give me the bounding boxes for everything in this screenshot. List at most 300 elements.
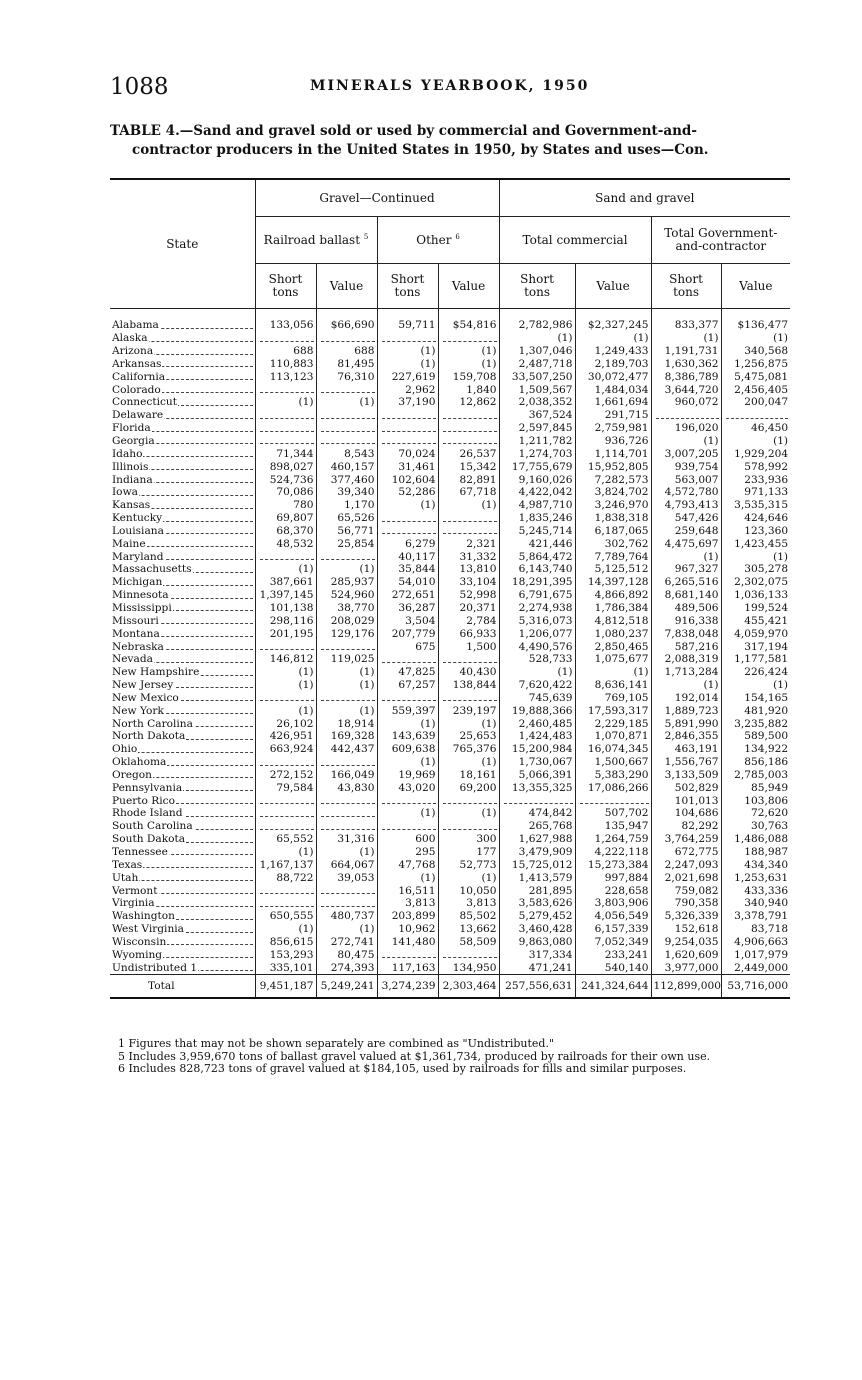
- table-row: [110, 460, 790, 473]
- value-cell: 153,293: [255, 948, 316, 961]
- value-cell: 547,426: [651, 512, 721, 525]
- value-cell: 201,195: [255, 627, 316, 640]
- page-number: 1088: [110, 74, 169, 100]
- value-cell: 154,165: [721, 691, 790, 704]
- value-cell: 1,413,579: [499, 871, 575, 884]
- state-name-cell: [110, 358, 255, 371]
- state-name-cell: [110, 409, 255, 422]
- value-cell: 2,302,075: [721, 576, 790, 589]
- state-name-cell: [110, 948, 255, 961]
- value-cell: 226,424: [721, 666, 790, 679]
- total-value-cell: 53,716,000: [721, 975, 790, 999]
- value-cell: [255, 550, 316, 563]
- value-cell: (1): [438, 717, 499, 730]
- value-cell: [377, 332, 438, 345]
- value-cell: [316, 794, 377, 807]
- value-cell: 5,279,452: [499, 910, 575, 923]
- value-cell: 199,524: [721, 602, 790, 615]
- state-name-cell: [110, 691, 255, 704]
- total-value-cell: 5,249,241: [316, 975, 377, 999]
- state-name-cell: [110, 537, 255, 550]
- value-cell: 8,636,141: [575, 679, 651, 692]
- value-cell: 80,475: [316, 948, 377, 961]
- value-cell: 135,947: [575, 820, 651, 833]
- state-name: Iowa: [112, 486, 138, 499]
- value-cell: 3,504: [377, 614, 438, 627]
- value-cell: $54,816: [438, 309, 499, 332]
- value-cell: [255, 435, 316, 448]
- value-cell: 2,460,485: [499, 717, 575, 730]
- value-cell: 2,449,000: [721, 961, 790, 974]
- table-row: [110, 756, 790, 769]
- value-cell: 110,883: [255, 358, 316, 371]
- table-caption: [110, 122, 790, 160]
- value-cell: (1): [651, 435, 721, 448]
- value-cell: 47,768: [377, 858, 438, 871]
- state-name: Ohio: [112, 743, 138, 756]
- state-name: Washington: [112, 910, 175, 923]
- value-cell: (1): [721, 332, 790, 345]
- value-cell: 239,197: [438, 704, 499, 717]
- state-name: Oregon: [112, 768, 153, 781]
- state-name: Tennessee: [112, 846, 168, 859]
- value-cell: [255, 422, 316, 435]
- value-cell: 1,620,609: [651, 948, 721, 961]
- value-cell: 143,639: [377, 730, 438, 743]
- value-cell: 48,532: [255, 537, 316, 550]
- value-cell: 688: [255, 345, 316, 358]
- value-cell: 291,715: [575, 409, 651, 422]
- value-cell: 18,161: [438, 769, 499, 782]
- value-cell: 30,763: [721, 820, 790, 833]
- value-cell: 780: [255, 499, 316, 512]
- value-cell: (1): [316, 923, 377, 936]
- value-cell: 2,785,003: [721, 769, 790, 782]
- value-cell: 15,273,384: [575, 858, 651, 871]
- value-cell: (1): [377, 756, 438, 769]
- value-cell: (1): [575, 666, 651, 679]
- value-cell: 3,378,791: [721, 910, 790, 923]
- value-cell: 300: [438, 833, 499, 846]
- value-cell: 166,049: [316, 769, 377, 782]
- value-cell: 65,552: [255, 833, 316, 846]
- state-name: Nevada: [112, 653, 153, 666]
- value-cell: 3,235,882: [721, 717, 790, 730]
- value-cell: [438, 948, 499, 961]
- state-name: Montana: [112, 627, 160, 640]
- value-cell: 13,662: [438, 923, 499, 936]
- value-cell: 4,812,518: [575, 614, 651, 627]
- value-cell: 471,241: [499, 961, 575, 974]
- value-cell: 47,825: [377, 666, 438, 679]
- state-name-cell: [110, 730, 255, 743]
- state-name-cell: [110, 936, 255, 949]
- value-cell: [377, 435, 438, 448]
- table-row: [110, 730, 790, 743]
- value-cell: 7,052,349: [575, 936, 651, 949]
- table-row: [110, 897, 790, 910]
- state-name: Pennsylvania: [112, 781, 183, 794]
- value-cell: 474,842: [499, 807, 575, 820]
- table-row: [110, 871, 790, 884]
- table-row: [110, 807, 790, 820]
- value-cell: 85,502: [438, 910, 499, 923]
- value-cell: 463,191: [651, 743, 721, 756]
- table-row: [110, 717, 790, 730]
- value-cell: 589,500: [721, 730, 790, 743]
- state-name: Wyoming: [112, 948, 163, 961]
- value-cell: 6,265,516: [651, 576, 721, 589]
- value-cell: 426,951: [255, 730, 316, 743]
- value-cell: [377, 948, 438, 961]
- value-cell: [316, 820, 377, 833]
- short-tons-header: [651, 264, 721, 309]
- value-cell: [316, 383, 377, 396]
- value-cell: 265,768: [499, 820, 575, 833]
- value-cell: 113,123: [255, 370, 316, 383]
- state-header: State: [110, 179, 255, 309]
- value-cell: 540,140: [575, 961, 651, 974]
- value-cell: 8,386,789: [651, 370, 721, 383]
- state-name-cell: [110, 679, 255, 692]
- value-cell: [438, 525, 499, 538]
- value-cell: [316, 691, 377, 704]
- value-cell: [377, 512, 438, 525]
- value-cell: 70,024: [377, 447, 438, 460]
- value-cell: 6,143,740: [499, 563, 575, 576]
- value-cell: 54,010: [377, 576, 438, 589]
- value-cell: 5,383,290: [575, 769, 651, 782]
- value-cell: [316, 640, 377, 653]
- state-name-cell: [110, 447, 255, 460]
- value-cell: 272,651: [377, 589, 438, 602]
- value-cell: 2,456,405: [721, 383, 790, 396]
- footnote: 1 Figures that may not be shown separately are combined as "Undistributed.": [118, 1037, 555, 1050]
- value-cell: 7,838,048: [651, 627, 721, 640]
- state-name: New Mexico: [112, 691, 179, 704]
- value-cell: 1,177,581: [721, 653, 790, 666]
- value-cell: 66,933: [438, 627, 499, 640]
- value-cell: 480,737: [316, 910, 377, 923]
- value-cell: 5,316,073: [499, 614, 575, 627]
- value-cell: (1): [721, 679, 790, 692]
- value-cell: (1): [255, 679, 316, 692]
- value-cell: 169,328: [316, 730, 377, 743]
- value-cell: (1): [316, 846, 377, 859]
- value-header: Value: [438, 264, 499, 309]
- value-cell: [438, 653, 499, 666]
- value-cell: 317,194: [721, 640, 790, 653]
- value-cell: 340,568: [721, 345, 790, 358]
- value-cell: 1,017,979: [721, 948, 790, 961]
- value-cell: [255, 807, 316, 820]
- value-cell: 1,211,782: [499, 435, 575, 448]
- value-cell: 123,360: [721, 525, 790, 538]
- state-name: Maryland: [112, 550, 164, 563]
- value-cell: 2,962: [377, 383, 438, 396]
- value-cell: 421,446: [499, 537, 575, 550]
- tons-label: tons: [673, 285, 700, 299]
- tons-label: tons: [524, 285, 551, 299]
- value-cell: 4,572,780: [651, 486, 721, 499]
- value-cell: [316, 884, 377, 897]
- value-cell: 650,555: [255, 910, 316, 923]
- state-name: South Dakota: [112, 833, 186, 846]
- value-cell: 227,619: [377, 370, 438, 383]
- value-cell: 6,279: [377, 537, 438, 550]
- table-row: [110, 602, 790, 615]
- state-name: Connecticut: [112, 396, 177, 409]
- value-cell: 15,952,805: [575, 460, 651, 473]
- value-cell: 18,291,395: [499, 576, 575, 589]
- value-cell: 2,274,938: [499, 602, 575, 615]
- value-cell: 134,922: [721, 743, 790, 756]
- value-cell: 672,775: [651, 846, 721, 859]
- short-tons-header: [255, 264, 316, 309]
- value-cell: 1,713,284: [651, 666, 721, 679]
- value-cell: 5,125,512: [575, 563, 651, 576]
- table-row: [110, 383, 790, 396]
- footnotes: [118, 1038, 798, 1076]
- value-cell: (1): [255, 923, 316, 936]
- state-name-cell: [110, 923, 255, 936]
- value-cell: [438, 691, 499, 704]
- value-cell: 133,056: [255, 309, 316, 332]
- value-header: Value: [575, 264, 651, 309]
- value-cell: (1): [316, 679, 377, 692]
- value-cell: 769,105: [575, 691, 651, 704]
- value-cell: 1,249,433: [575, 345, 651, 358]
- value-cell: (1): [651, 550, 721, 563]
- state-name-cell: [110, 473, 255, 486]
- value-cell: $66,690: [316, 309, 377, 332]
- value-cell: 39,340: [316, 486, 377, 499]
- value-cell: (1): [499, 332, 575, 345]
- value-cell: 916,338: [651, 614, 721, 627]
- value-cell: 2,189,703: [575, 358, 651, 371]
- value-cell: 82,891: [438, 473, 499, 486]
- value-cell: 40,117: [377, 550, 438, 563]
- state-name: Illinois: [112, 460, 149, 473]
- value-cell: 4,059,970: [721, 627, 790, 640]
- value-cell: 4,422,042: [499, 486, 575, 499]
- value-cell: 31,461: [377, 460, 438, 473]
- value-cell: 688: [316, 345, 377, 358]
- value-cell: 609,638: [377, 743, 438, 756]
- value-cell: 4,056,549: [575, 910, 651, 923]
- total-value-cell: 2,303,464: [438, 975, 499, 999]
- value-cell: [438, 794, 499, 807]
- short-label: Short: [268, 272, 303, 286]
- value-cell: 1,114,701: [575, 447, 651, 460]
- value-cell: 103,806: [721, 794, 790, 807]
- state-name-cell: [110, 422, 255, 435]
- state-name-cell: [110, 640, 255, 653]
- total-gov-contractor-header: Total Government- and-contractor: [651, 217, 790, 264]
- value-cell: (1): [438, 358, 499, 371]
- value-cell: 2,784: [438, 614, 499, 627]
- value-cell: 1,838,318: [575, 512, 651, 525]
- value-cell: 1,929,204: [721, 447, 790, 460]
- state-name-cell: [110, 794, 255, 807]
- value-cell: 15,725,012: [499, 858, 575, 871]
- value-cell: 745,639: [499, 691, 575, 704]
- value-cell: 1,627,988: [499, 833, 575, 846]
- value-cell: 524,736: [255, 473, 316, 486]
- value-cell: 305,278: [721, 563, 790, 576]
- state-name-cell: [110, 486, 255, 499]
- value-cell: (1): [377, 358, 438, 371]
- table-row: [110, 781, 790, 794]
- state-name-cell: [110, 807, 255, 820]
- state-name-cell: [110, 576, 255, 589]
- value-cell: 228,658: [575, 884, 651, 897]
- value-cell: (1): [377, 871, 438, 884]
- state-name: North Dakota: [112, 730, 186, 743]
- value-cell: 3,813: [377, 897, 438, 910]
- value-cell: 52,773: [438, 858, 499, 871]
- table-row: [110, 666, 790, 679]
- value-cell: 9,160,026: [499, 473, 575, 486]
- value-cell: 3,133,509: [651, 769, 721, 782]
- state-name-cell: [110, 460, 255, 473]
- value-cell: $136,477: [721, 309, 790, 332]
- value-cell: 790,358: [651, 897, 721, 910]
- value-cell: 4,793,413: [651, 499, 721, 512]
- value-cell: 19,888,366: [499, 704, 575, 717]
- value-cell: 43,020: [377, 781, 438, 794]
- value-cell: 1,840: [438, 383, 499, 396]
- table-body: [110, 309, 790, 975]
- short-label: Short: [390, 272, 425, 286]
- value-cell: 203,899: [377, 910, 438, 923]
- value-cell: 3,583,626: [499, 897, 575, 910]
- value-cell: 5,326,339: [651, 910, 721, 923]
- value-cell: [377, 409, 438, 422]
- value-cell: 272,152: [255, 769, 316, 782]
- value-cell: 272,741: [316, 936, 377, 949]
- table-row: [110, 512, 790, 525]
- table-row: [110, 550, 790, 563]
- value-cell: 76,310: [316, 370, 377, 383]
- value-cell: 387,661: [255, 576, 316, 589]
- value-cell: 192,014: [651, 691, 721, 704]
- state-name: Arizona: [112, 345, 154, 358]
- page-header: [110, 74, 790, 106]
- value-cell: 3,479,909: [499, 846, 575, 859]
- value-cell: [316, 550, 377, 563]
- value-cell: [255, 640, 316, 653]
- value-cell: 1,484,034: [575, 383, 651, 396]
- value-cell: 38,770: [316, 602, 377, 615]
- state-name: Georgia: [112, 435, 155, 448]
- table-row: [110, 576, 790, 589]
- value-cell: 285,937: [316, 576, 377, 589]
- value-cell: 37,190: [377, 396, 438, 409]
- table-row: [110, 563, 790, 576]
- total-label: Total: [110, 975, 255, 999]
- value-cell: 31,316: [316, 833, 377, 846]
- value-cell: 4,490,576: [499, 640, 575, 653]
- state-name-cell: [110, 961, 255, 974]
- value-cell: (1): [255, 396, 316, 409]
- value-cell: 83,718: [721, 923, 790, 936]
- value-cell: 759,082: [651, 884, 721, 897]
- value-cell: 856,186: [721, 756, 790, 769]
- state-name: Michigan: [112, 576, 163, 589]
- state-name-cell: [110, 383, 255, 396]
- state-name-cell: [110, 525, 255, 538]
- state-name: Kansas: [112, 499, 151, 512]
- value-cell: [377, 422, 438, 435]
- state-name-cell: [110, 717, 255, 730]
- value-cell: [316, 897, 377, 910]
- table-row: [110, 435, 790, 448]
- value-cell: 4,987,710: [499, 499, 575, 512]
- table-row: [110, 396, 790, 409]
- value-cell: 317,334: [499, 948, 575, 961]
- value-cell: (1): [377, 717, 438, 730]
- table-row: [110, 691, 790, 704]
- value-cell: 460,157: [316, 460, 377, 473]
- value-cell: 1,730,067: [499, 756, 575, 769]
- value-cell: 7,282,573: [575, 473, 651, 486]
- value-cell: 1,191,731: [651, 345, 721, 358]
- value-cell: 19,969: [377, 769, 438, 782]
- value-cell: 5,245,714: [499, 525, 575, 538]
- value-cell: 159,708: [438, 370, 499, 383]
- value-cell: 2,088,319: [651, 653, 721, 666]
- value-cell: 663,924: [255, 743, 316, 756]
- value-cell: (1): [438, 345, 499, 358]
- table-row: [110, 820, 790, 833]
- value-cell: 578,992: [721, 460, 790, 473]
- value-cell: 664,067: [316, 858, 377, 871]
- value-cell: 1,036,133: [721, 589, 790, 602]
- value-cell: 3,803,906: [575, 897, 651, 910]
- value-cell: 524,960: [316, 589, 377, 602]
- value-cell: 3,644,720: [651, 383, 721, 396]
- table-row: [110, 640, 790, 653]
- state-name-cell: [110, 332, 255, 345]
- value-cell: 281,895: [499, 884, 575, 897]
- value-cell: 424,646: [721, 512, 790, 525]
- value-cell: [316, 435, 377, 448]
- state-name-cell: [110, 396, 255, 409]
- value-cell: 3,813: [438, 897, 499, 910]
- state-name-cell: [110, 499, 255, 512]
- value-cell: 52,286: [377, 486, 438, 499]
- value-cell: 10,962: [377, 923, 438, 936]
- value-cell: 1,167,137: [255, 858, 316, 871]
- value-cell: (1): [255, 563, 316, 576]
- value-cell: 117,163: [377, 961, 438, 974]
- value-cell: 3,764,259: [651, 833, 721, 846]
- value-cell: 102,604: [377, 473, 438, 486]
- value-cell: 377,460: [316, 473, 377, 486]
- value-cell: 5,864,472: [499, 550, 575, 563]
- state-name: Alabama: [112, 319, 159, 332]
- value-cell: 16,074,345: [575, 743, 651, 756]
- railroad-ballast-header: Railroad ballast $^5$: [255, 217, 377, 264]
- table-row: [110, 422, 790, 435]
- tons-label: tons: [394, 285, 421, 299]
- state-name: Colorado: [112, 383, 161, 396]
- value-cell: 17,593,317: [575, 704, 651, 717]
- value-cell: 939,754: [651, 460, 721, 473]
- total-value-cell: 3,274,239: [377, 975, 438, 999]
- value-cell: [438, 512, 499, 525]
